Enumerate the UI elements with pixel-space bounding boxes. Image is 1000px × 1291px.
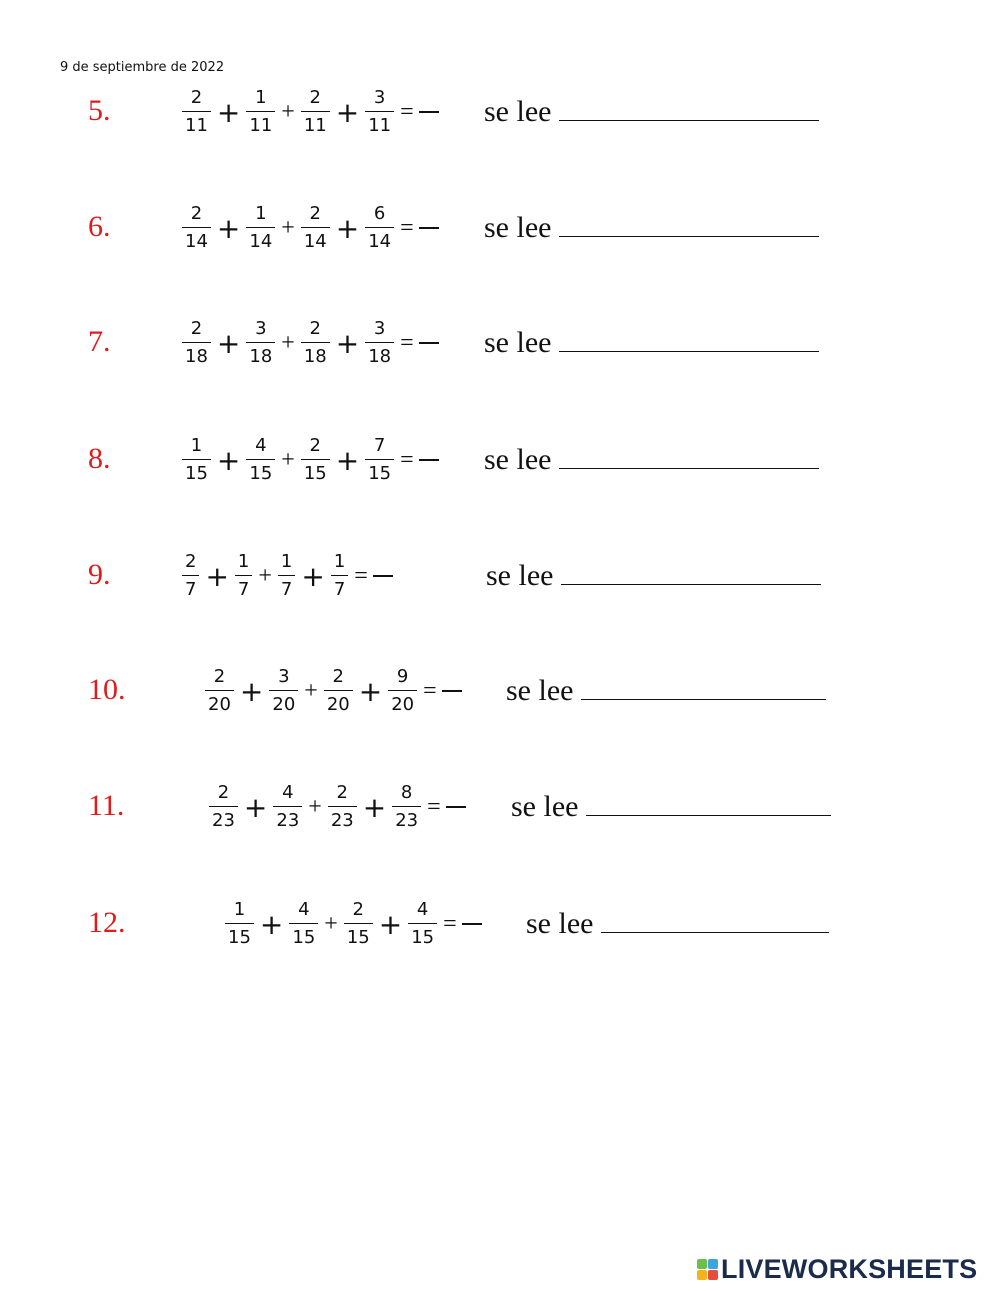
fraction <box>365 320 394 366</box>
read-as-prompt <box>486 556 821 593</box>
numerator: 4 <box>416 899 429 920</box>
denominator: 20 <box>326 694 350 715</box>
numerator: 7 <box>373 435 386 456</box>
plus-sign: + <box>335 95 360 129</box>
numerator: 4 <box>298 899 310 920</box>
problem-row <box>0 661 1000 721</box>
numerator: 1 <box>255 87 267 108</box>
answer-blank[interactable] <box>601 904 829 933</box>
numerator: 3 <box>373 87 386 108</box>
plus-sign: + <box>304 677 318 704</box>
numerator: 1 <box>255 203 267 224</box>
denominator: 14 <box>185 231 208 252</box>
answer-blank[interactable] <box>559 323 819 352</box>
denominator: 23 <box>276 810 300 831</box>
fraction <box>278 553 295 599</box>
numerator: 6 <box>373 203 386 224</box>
logo-tile <box>697 1259 707 1269</box>
fraction <box>392 784 421 830</box>
fraction <box>408 901 437 947</box>
problem-row <box>0 313 1000 373</box>
denominator: 15 <box>346 927 370 948</box>
logo-text: LIVEWORKSHEETS <box>721 1254 978 1284</box>
answer-blank[interactable] <box>581 671 826 700</box>
denominator: 20 <box>391 694 415 715</box>
answer-dash <box>419 342 439 344</box>
plus-sign: + <box>308 793 322 820</box>
fraction-expression <box>203 661 462 721</box>
denominator: 15 <box>185 463 208 484</box>
problem-number: 8. <box>88 442 111 475</box>
logo-tile <box>697 1270 707 1280</box>
fraction <box>246 437 275 483</box>
numerator: 2 <box>190 203 203 224</box>
denominator: 23 <box>395 810 419 831</box>
denominator: 11 <box>249 115 273 136</box>
fraction <box>182 320 211 366</box>
problem-row <box>0 430 1000 490</box>
denominator: 7 <box>185 579 197 600</box>
numerator: 2 <box>190 318 203 339</box>
denominator: 20 <box>272 694 296 715</box>
plus-sign: + <box>258 562 272 589</box>
fraction <box>289 901 318 947</box>
fraction <box>324 668 353 714</box>
read-as-label: se lee <box>484 95 552 128</box>
numerator: 3 <box>373 318 386 339</box>
answer-blank[interactable] <box>559 92 819 121</box>
denominator: 11 <box>185 115 208 136</box>
denominator: 14 <box>249 231 273 252</box>
numerator: 1 <box>333 551 346 572</box>
numerator: 2 <box>332 666 344 687</box>
fraction-expression <box>180 198 439 258</box>
fraction <box>209 784 238 830</box>
read-as-label: se lee <box>484 211 552 244</box>
equals-sign: = <box>400 214 414 241</box>
plus-sign: + <box>243 790 268 824</box>
fraction <box>301 205 330 251</box>
numerator: 3 <box>255 318 267 339</box>
plus-sign: + <box>362 790 387 824</box>
fraction <box>328 784 357 830</box>
fraction <box>182 89 211 135</box>
answer-dash <box>442 690 462 692</box>
plus-sign: + <box>335 326 360 360</box>
answer-dash <box>419 459 439 461</box>
numerator: 8 <box>400 782 413 803</box>
liveworksheets-logo <box>697 1254 977 1285</box>
plus-sign: + <box>216 211 241 245</box>
plus-sign: + <box>335 211 360 245</box>
problem-row <box>0 546 1000 606</box>
equals-sign: = <box>354 562 368 589</box>
denominator: 15 <box>411 927 435 948</box>
read-as-prompt <box>484 92 819 129</box>
read-as-label: se lee <box>486 559 554 592</box>
read-as-label: se lee <box>484 443 552 476</box>
fraction <box>273 784 302 830</box>
numerator: 3 <box>278 666 290 687</box>
numerator: 2 <box>217 782 230 803</box>
denominator: 15 <box>249 463 273 484</box>
problem-number: 9. <box>88 558 111 591</box>
numerator: 2 <box>309 318 321 339</box>
plus-sign: + <box>301 559 325 593</box>
numerator: 9 <box>396 666 409 687</box>
fraction <box>388 668 417 714</box>
fraction <box>301 89 330 135</box>
answer-blank[interactable] <box>559 208 819 237</box>
plus-sign: + <box>216 443 241 477</box>
fraction <box>225 901 254 947</box>
answer-dash <box>462 923 482 925</box>
plus-sign: + <box>324 910 338 937</box>
denominator: 18 <box>185 346 208 367</box>
read-as-prompt <box>484 323 819 360</box>
read-as-label: se lee <box>484 326 552 359</box>
plus-sign: + <box>281 446 295 473</box>
problem-number: 10. <box>88 673 126 706</box>
fraction <box>246 89 275 135</box>
fraction <box>331 553 348 599</box>
denominator: 23 <box>212 810 235 831</box>
fraction <box>235 553 252 599</box>
problem-row <box>0 777 1000 837</box>
numerator: 2 <box>185 551 197 572</box>
denominator: 15 <box>368 463 392 484</box>
denominator: 14 <box>368 231 392 252</box>
plus-sign: + <box>239 674 264 708</box>
numerator: 2 <box>309 203 321 224</box>
problem-row <box>0 82 1000 142</box>
answer-dash <box>419 111 439 113</box>
numerator: 1 <box>190 435 203 456</box>
denominator: 7 <box>333 579 346 600</box>
plus-sign: + <box>281 214 295 241</box>
fraction <box>365 89 394 135</box>
numerator: 2 <box>213 666 226 687</box>
answer-dash <box>419 227 439 229</box>
fraction <box>205 668 234 714</box>
fraction-expression <box>180 313 439 373</box>
problem-row <box>0 894 1000 954</box>
fraction <box>182 553 199 599</box>
logo-tile <box>708 1259 718 1269</box>
denominator: 15 <box>228 927 251 948</box>
numerator: 4 <box>255 435 267 456</box>
plus-sign: + <box>281 98 295 125</box>
problem-number: 7. <box>88 325 111 358</box>
problem-number: 6. <box>88 210 111 243</box>
numerator: 4 <box>282 782 294 803</box>
fraction <box>301 437 330 483</box>
liveworksheets-logo-icon <box>697 1259 718 1280</box>
numerator: 2 <box>190 87 203 108</box>
read-as-label: se lee <box>506 674 574 707</box>
fraction <box>365 437 394 483</box>
answer-dash <box>373 575 393 577</box>
answer-blank[interactable] <box>561 556 821 585</box>
fraction-expression <box>180 546 393 606</box>
plus-sign: + <box>216 326 241 360</box>
plus-sign: + <box>378 907 403 941</box>
plus-sign: + <box>281 329 295 356</box>
denominator: 7 <box>237 579 250 600</box>
fraction <box>301 320 330 366</box>
numerator: 1 <box>280 551 293 572</box>
denominator: 14 <box>303 231 327 252</box>
problem-row <box>0 198 1000 258</box>
fraction <box>246 205 275 251</box>
equals-sign: = <box>400 329 414 356</box>
denominator: 18 <box>368 346 392 367</box>
read-as-label: se lee <box>526 907 594 940</box>
read-as-label: se lee <box>511 790 579 823</box>
equals-sign: = <box>423 677 437 704</box>
numerator: 2 <box>309 435 321 456</box>
fraction <box>182 437 211 483</box>
read-as-prompt <box>511 787 831 824</box>
read-as-prompt <box>526 904 829 941</box>
fraction <box>182 205 211 251</box>
plus-sign: + <box>205 559 229 593</box>
fraction-expression <box>180 82 439 142</box>
denominator: 18 <box>249 346 273 367</box>
fraction-expression <box>223 894 482 954</box>
denominator: 15 <box>303 463 327 484</box>
numerator: 2 <box>352 899 364 920</box>
fraction <box>269 668 298 714</box>
fraction-expression <box>180 430 439 490</box>
denominator: 11 <box>303 115 327 136</box>
denominator: 7 <box>280 579 293 600</box>
denominator: 18 <box>303 346 327 367</box>
equals-sign: = <box>400 98 414 125</box>
plus-sign: + <box>335 443 360 477</box>
answer-dash <box>446 806 466 808</box>
answer-blank[interactable] <box>586 787 831 816</box>
equals-sign: = <box>443 910 457 937</box>
problem-number: 11. <box>88 789 125 822</box>
fraction <box>365 205 394 251</box>
read-as-prompt <box>484 440 819 477</box>
read-as-prompt <box>484 208 819 245</box>
numerator: 1 <box>237 551 250 572</box>
problem-number: 12. <box>88 906 126 939</box>
fraction <box>344 901 373 947</box>
numerator: 2 <box>336 782 348 803</box>
logo-tile <box>708 1270 718 1280</box>
denominator: 23 <box>330 810 354 831</box>
equals-sign: = <box>427 793 441 820</box>
fraction <box>246 320 275 366</box>
denominator: 15 <box>292 927 316 948</box>
date-label: 9 de septiembre de 2022 <box>60 60 225 75</box>
numerator: 2 <box>309 87 321 108</box>
plus-sign: + <box>216 95 241 129</box>
fraction-expression <box>207 777 466 837</box>
numerator: 1 <box>233 899 246 920</box>
problem-number: 5. <box>88 94 111 127</box>
plus-sign: + <box>259 907 284 941</box>
plus-sign: + <box>358 674 383 708</box>
denominator: 20 <box>208 694 231 715</box>
equals-sign: = <box>400 446 414 473</box>
denominator: 11 <box>368 115 392 136</box>
read-as-prompt <box>506 671 826 708</box>
answer-blank[interactable] <box>559 440 819 469</box>
